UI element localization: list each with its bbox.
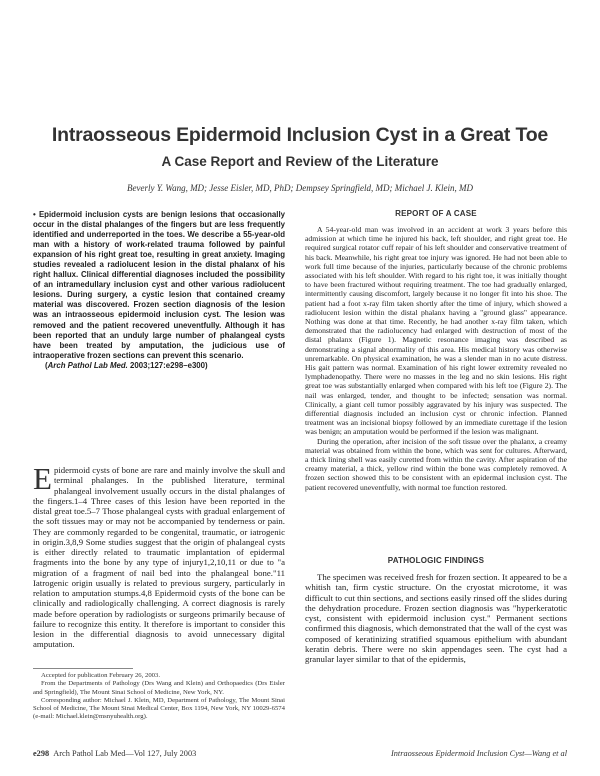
footnote-affiliation: From the Departments of Pathology (Drs Wang and Klein) and Orthopaedics (Drs Eisler and Springfield), The Mount Sinai School of Medicine, New York, NY. (33, 680, 285, 696)
article-subtitle: A Case Report and Review of the Literature (161, 154, 439, 169)
introduction (33, 461, 285, 650)
abstract-citation: (Arch Pathol Lab Med. 2003;127:e298–e300) (45, 360, 208, 370)
drop-cap: E (33, 461, 52, 496)
page-footer-left (33, 749, 196, 758)
introduction-text: pidermoid cysts of bone are rare and mainly involve the skull and terminal phalanges. In the published literature, terminal phalangeal involvement usually occurs in the distal phalanges of the fingers.1–4 Three cases of this lesion have been reported in the distal great toe.5–7 Those phalangeal cysts with gradual enlargement of the soft tissues may or may not be accompanied by tenderness or pain. They are commonly regarded to be congenital, traumatic, or iatrogenic in origin.3,8,9 Some studies suggest that the origin of phalangeal cysts is either directly related to traumatic implantation of epidermal fragments into the bone by any type of injury1,2,10,11 or due to "a migration of a fragment of nail bed into the phalangeal bone."11 Iatrogenic origin usually is related to previous surgery, particularly in relation to amputation stumps.4,8 Epidermoid cysts of the bone can be clinically and radiologically challenging. A correct diagnosis is rarely made before operation by radiologists or surgeons primarily because of failure to recognize this entity. It therefore is important to consider this lesion in the differential diagnosis to avoid unnecessary digital amputation. (33, 465, 285, 650)
author-list: Beverly Y. Wang, MD; Jesse Eisler, MD, PhD; Dempsey Springfield, MD; Michael J. Klein, MD (126, 183, 473, 193)
page-footer-right (391, 749, 567, 758)
case-report-paragraph: During the operation, after incision of the soft tissue over the phalanx, a creamy material was obtained from within the bone, which was sent for cultures. Afterward, a thick lining shell was easily curetted from within the cavity. After aspiration of the creamy material, a thick, yellow rind within the bone was completely removed. A frozen section showed this to be consistent with an epidermal inclusion cyst. The patient recovered uneventfully, with normal toe function restored. (305, 436, 567, 492)
pathology-paragraph: The specimen was received fresh for frozen section. It appeared to be a whitish tan, firm cystic structure. On the cryostat microtome, it was difficult to cut thin sections, and sections easily rinsed off the slides during the dehydration procedure. Frozen section diagnosis was "hyperkeratotic cyst, consistent with epidermoid inclusion cyst." Permanent sections confirmed this diagnosis, which demonstrated that the wall of the cyst was composed of keratinizing stratified squamous epithelium with abundant keratin debris. There were no skin appendages seen. The cyst had a granular layer similar to that of the epidermis, (305, 572, 567, 664)
case-report (305, 225, 567, 492)
journal-issue: Arch Pathol Lab Med—Vol 127, July 2003 (53, 749, 197, 758)
running-title: Intraosseous Epidermoid Inclusion Cyst—Wang et al (391, 749, 567, 758)
citation-journal: Arch Pathol Lab Med. (47, 360, 128, 370)
footnote-divider (33, 668, 133, 669)
abstract (33, 210, 285, 371)
abstract-text: • Epidermoid inclusion cysts are benign lesions that occasionally occur in the distal phalanges of the fingers but are less frequently identified and underreported in the toes. We describe a 55-year-old man with a history of work-related trauma followed by painful expansion of his right great toe, resulting in great anxiety. Imaging studies revealed a radiolucent lesion in the distal phalanx of his right hallux. Clinical differential diagnoses included the possibility of an intramedullary inclusion cyst and other various radiolucent lesions. During surgery, a cystic lesion that contained creamy material was discovered. Frozen section diagnosis of the lesion was an intraosseous epidermoid inclusion cyst. The lesion was removed and the patient recovered uneventfully. Although it has been reported that an unduly large number of phalangeal cysts have been treated by amputation, the judicious use of intraoperative frozen sections can prevent this scenario. (33, 210, 285, 360)
section-heading-pathology: PATHOLOGIC FINDINGS (387, 556, 485, 565)
footnote-accepted: Accepted for publication February 26, 2003. (41, 672, 161, 679)
case-report-paragraph: A 54-year-old man was involved in an accident at work 3 years before this admission at which time he injured his back, left shoulder, and right great toe. He required surgical rotator cuff repair of his left shoulder and conservative treatment of his back. Meanwhile, his right great toe injury was ignored. He had not been able to work full time because of the injuries, particularly because of the chronic problems associated with his left shoulder. With regard to his right toe, it was initially thought to have been fractured without requiring treatment. The toe had gradually enlarged, intermittently causing discomfort, largely because it no longer fit into his shoe. The patient had a foot x-ray film taken shortly after the time of injury, which showed a radiolucent lesion within the distal phalanx having a "ground glass" appearance. Nothing was done at that time. Recently, he had another x-ray film taken, which demonstrated that the radiolucency had enlarged with destruction of most of the distal phalanx (Figure 1). Magnetic resonance imaging was described as demonstrating a signal abnormality of this area. His medical history was otherwise unremarkable. On physical examination, he was a slender man in no acute distress. His gait pattern was normal. Examination of his right lower extremity revealed no lymphadenopathy. There were no masses in the leg and no skin lesions. His right great toe was substantially enlarged when compared with his left toe (Figure 2). The nail was enlarged, tender, and thought to be infected; sensation was normal. Clinically, a giant cell tumor possibly aggravated by his injury was suspected. The differential diagnosis included an inclusion cyst or chronic infection. Planned treatment was an incisional biopsy followed by an immediate curettage if the lesion was benign; an amputation would be performed if the lesion was malignant. (305, 225, 567, 437)
footnote-correspondence: Corresponding author: Michael J. Klein, MD, Department of Pathology, The Mount Sinai School of Medicine, The Mount Sinai Medical Center, Box 1194, New York, NY 10029-6574 (e-mail: Michael.klein@msnyuhealth.org). (33, 696, 285, 721)
page-number: e298 (33, 749, 50, 758)
footnotes (33, 672, 285, 722)
section-heading-report: REPORT OF A CASE (395, 209, 477, 218)
pathologic-findings (305, 572, 567, 664)
citation-volume: 2003;127:e298–e300 (130, 360, 206, 370)
article-title: Intraosseous Epidermoid Inclusion Cyst in a Great Toe (51, 124, 549, 146)
